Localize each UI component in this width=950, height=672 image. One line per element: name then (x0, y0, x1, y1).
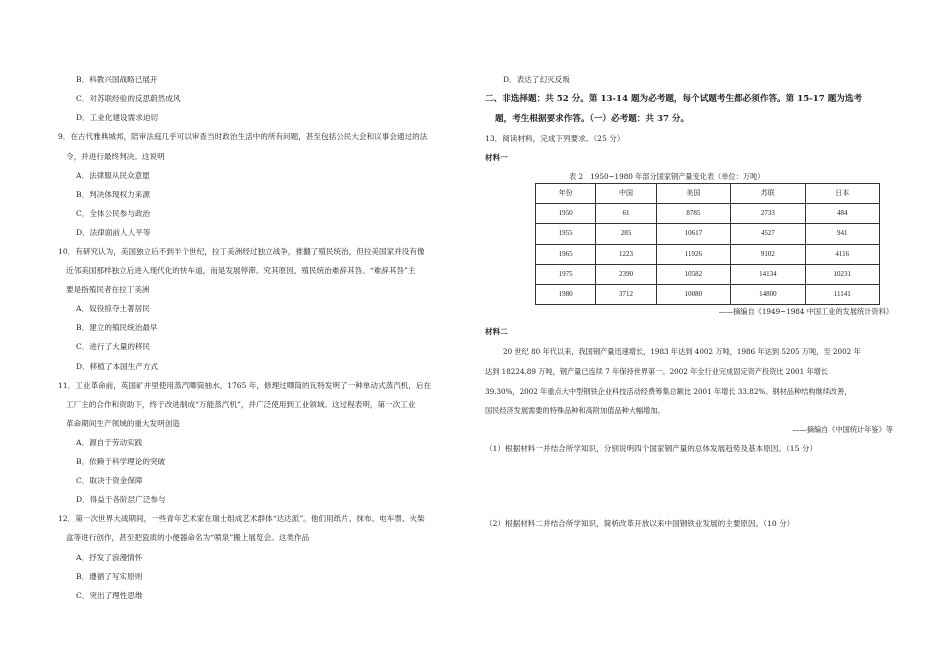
table-cell: 10080 (656, 285, 730, 305)
sub-question-1: （1）根据材料一并结合所学知识，分别说明四个国家钢产量的总体发展趋势及基本原因。（15 分） (485, 444, 818, 453)
material-2-source: ——摘编自《中国统计年鉴》等 (792, 425, 893, 434)
option-11-c: C．取决于资金保障 (76, 476, 143, 485)
option-11-b: B．依赖于科学理论的突破 (76, 457, 166, 466)
question-11-stem-cont: 革命期间生产领域的重大发明创造 (66, 419, 180, 428)
sub-question-2: （2）根据材料二并结合所学知识，简析改革开放以来中国钢铁业发展的主要原因。（10 分） (485, 519, 795, 528)
table-cell: 10617 (656, 224, 730, 244)
table-cell: 10231 (805, 264, 879, 284)
question-10-stem: 10．有研究认为，美国独立后不到半个世纪，拉丁美洲经过独立战争，推翻了殖民统治，但拉美国家并没有像 (58, 247, 425, 256)
table-header-cell: 日本 (805, 184, 879, 204)
table-cell: 14134 (731, 264, 805, 284)
table-cell: 9102 (731, 244, 805, 264)
option-10-a: A．奴役掠夺土著居民 (76, 304, 150, 313)
option-8-c: C．对苏联经验的反思蔚然成风 (76, 94, 181, 103)
table-cell: 1950 (536, 204, 596, 224)
option-11-d: D．得益于各阶层广泛参与 (76, 495, 166, 504)
table-cell: 3712 (596, 285, 656, 305)
option-10-c: C．进行了大量的移民 (76, 342, 151, 351)
material-2-text: 20 世纪 80 年代以来，我国钢产量迅速增长，1983 年达到 4002 万吨，1986 年达到 5205 万吨，至 2002 年 (503, 347, 861, 356)
table-cell: 61 (596, 204, 656, 224)
material-2-text: 国民经济发展需要的特殊品种和高附加值品种大幅增加。 (485, 406, 665, 415)
table-cell: 1965 (536, 244, 596, 264)
option-10-b: B．建立的殖民统治最早 (76, 323, 158, 332)
table-cell: 14800 (731, 285, 805, 305)
table-cell: 8785 (656, 204, 730, 224)
table-cell: 941 (805, 224, 879, 244)
section-title: 二、非选择题：共 52 分。第 13-14 题为必考题，每个试题考生都必须作答。第 15-17 题为选考 (485, 94, 863, 104)
table-row (536, 204, 880, 224)
material-2-label: 材料二 (485, 327, 508, 336)
question-12-stem: 12．第一次世界大战期间，一些青年艺术家在瑞士组成艺术群体“达达派”。他们用纸片、抹布、电车票、火柴 (58, 514, 425, 523)
table-cell: 11141 (805, 285, 879, 305)
section-title-cont: 题，考生根据要求作答。（一）必考题：共 37 分。 (495, 114, 690, 124)
question-10-stem-cont: 要是指殖民者在拉丁美洲 (66, 285, 150, 294)
option-9-c: C．全体公民参与政治 (76, 209, 151, 218)
option-9-d: D．法律面前人人平等 (76, 228, 151, 237)
table-cell: 285 (596, 224, 656, 244)
question-12-stem-cont: 盒等进行创作，甚至把瓷质的小便器命名为“喷泉”搬上展览会。这类作品 (66, 533, 310, 542)
table-header-cell: 苏联 (731, 184, 805, 204)
table-cell: 1223 (596, 244, 656, 264)
table-row (536, 224, 880, 244)
option-10-d: D．移植了本国生产方式 (76, 362, 159, 371)
steel-output-table (535, 183, 880, 305)
table-cell: 1975 (536, 264, 596, 284)
table-header-cell: 美国 (656, 184, 730, 204)
table-cell: 4527 (731, 224, 805, 244)
question-13-stem: 13．阅读材料，完成下列要求。（25 分） (485, 134, 625, 143)
table-cell: 11926 (656, 244, 730, 264)
option-9-b: B．判决体现权力来源 (76, 190, 150, 199)
question-10-stem-cont: 近邻美国那样独立后进入现代化的快车道，而是发展停滞。究其原因，殖民统治难辞其咎。“难辞其咎”主 (66, 266, 416, 275)
table-source: ——摘编自《1949~1984 中国工业的发展统计资料》 (718, 307, 893, 316)
option-12-c: C．突出了理性思维 (76, 591, 143, 600)
option-8-d: D．工业化建设需求迫切 (76, 113, 159, 122)
table-cell: 1955 (536, 224, 596, 244)
option-11-a: A．源自于劳动实践 (76, 438, 143, 447)
table-cell: 1980 (536, 285, 596, 305)
option-12-d: D．表达了幻灭反叛 (503, 75, 570, 84)
table-cell: 484 (805, 204, 879, 224)
table-row (536, 244, 880, 264)
table-cell: 2390 (596, 264, 656, 284)
table-cell: 2733 (731, 204, 805, 224)
question-9-stem: 9．在古代雅典城邦，陪审法庭几乎可以审查当时政治生活中的所有问题，甚至包括公民大会和议事会通过的法 (58, 132, 428, 141)
table-header-cell: 年份 (536, 184, 596, 204)
option-12-b: B．遵循了写实原则 (76, 572, 143, 581)
table-cell: 10582 (656, 264, 730, 284)
table-caption: 表 2 1950~1980 年部分国家钢产量变化表（单位：万吨） (569, 172, 765, 181)
question-9-stem-cont: 令，并进行最终判决。这说明 (66, 152, 165, 161)
table-header-row (536, 184, 880, 204)
option-9-a: A．法律服从民众意愿 (76, 171, 150, 180)
option-8-b: B．科教兴国战略已展开 (76, 75, 158, 84)
option-12-a: A．抒发了浪漫情怀 (76, 553, 143, 562)
question-11-stem: 11．工业革命前，英国矿井里使用蒸汽唧筒抽水。1765 年，修理过唧筒的瓦特发明了一种单动式蒸汽机，后在 (58, 381, 432, 390)
question-11-stem-cont: 工厂主的合作和资助下，终于改进制成“万能蒸汽机”，并广泛使用到工业领域。这过程表明，第一次工业 (66, 400, 416, 409)
material-1-label: 材料一 (485, 153, 508, 162)
material-2-text: 39.30%，2002 年重点大中型钢铁企业科技活动经费筹集总额比 2001 年增长 33.82%。钢材品种结构继续改善， (485, 387, 852, 396)
table-row (536, 264, 880, 284)
table-header-cell: 中国 (596, 184, 656, 204)
material-2-text: 达到 18224.89 万吨，钢产量已连续 7 年保持世界第一。2002 年全行业完成固定资产投资比 2001 年增长 (485, 367, 829, 376)
table-cell: 4116 (805, 244, 879, 264)
